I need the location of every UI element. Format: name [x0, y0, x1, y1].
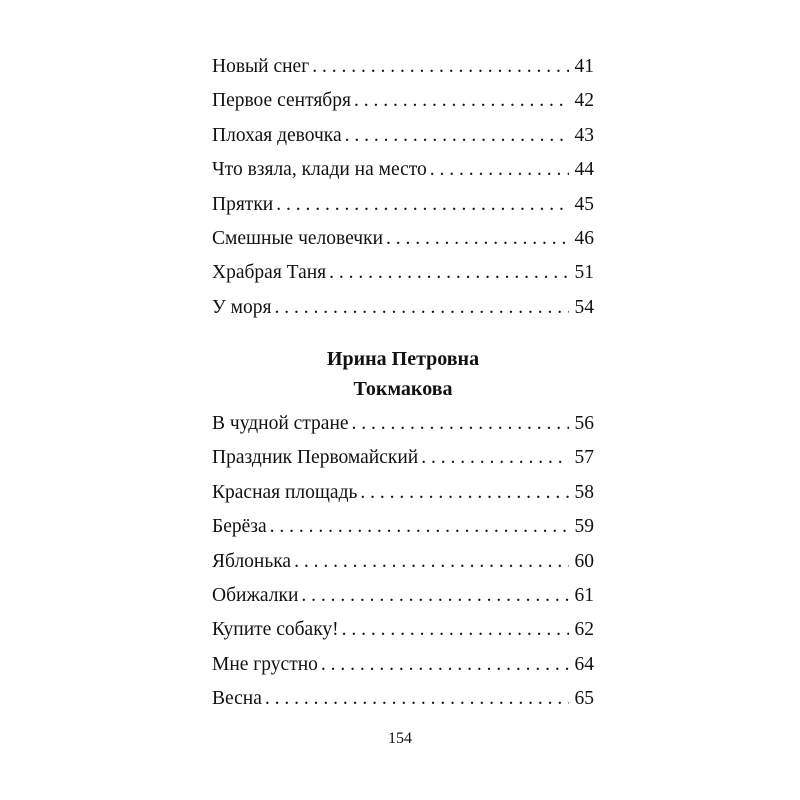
toc-entry: [212, 545, 594, 579]
toc-entry-title: Смешные человечки: [212, 227, 384, 249]
leader-dots: [342, 613, 569, 647]
toc-entry-page: 54: [574, 296, 594, 318]
toc-entry: [212, 579, 594, 613]
toc-entry-page: 43: [574, 124, 594, 146]
toc-entry-title: Красная площадь: [212, 481, 358, 503]
toc-list-top: [212, 50, 594, 325]
leader-dots: [360, 476, 568, 510]
leader-dots: [276, 188, 568, 222]
toc-entry-title: Что взяла, клади на место: [212, 159, 427, 181]
toc-entry-title: У моря: [212, 296, 272, 318]
toc-entry-title: Прятки: [212, 193, 274, 215]
toc-entry-page: 41: [574, 56, 594, 77]
leader-dots: [270, 510, 569, 544]
toc-entry-page: 42: [574, 90, 594, 112]
toc-entry-title: Храбрая Таня: [212, 262, 327, 284]
toc-entry-page: 65: [574, 688, 594, 710]
toc-entry-page: 60: [574, 550, 594, 572]
toc-entry-title: Весна: [212, 688, 262, 710]
toc-entry: [212, 407, 594, 441]
toc-entry-page: 64: [574, 653, 594, 675]
toc-entry-page: 57: [574, 447, 594, 469]
toc-entry-page: 46: [574, 227, 594, 249]
toc-entry: [212, 84, 594, 118]
page-number: 154: [388, 730, 412, 747]
toc-entry-page: 44: [574, 159, 594, 181]
leader-dots: [301, 579, 568, 613]
toc-entry: [212, 119, 594, 153]
toc-entry-title: Обижалки: [212, 584, 299, 606]
toc-entry-page: 58: [574, 481, 594, 503]
toc-entry-title: Праздник Первомайский: [212, 447, 419, 469]
toc-entry-title: Яблонька: [212, 550, 292, 572]
toc-entry-page: 56: [574, 413, 594, 434]
leader-dots: [354, 84, 569, 118]
leader-dots: [294, 545, 568, 579]
toc-entry: [212, 441, 594, 475]
toc-entry-page: 61: [574, 584, 594, 606]
section-author-heading: [212, 344, 594, 404]
toc-entry: [212, 153, 594, 187]
leader-dots: [321, 648, 569, 682]
toc-entry-title: Первое сентября: [212, 90, 351, 112]
toc-entry-title: Берёза: [212, 516, 267, 538]
author-name-line1: Ирина Петровна: [326, 348, 480, 370]
toc-list-bottom: [212, 407, 594, 717]
toc-entry: [212, 256, 594, 290]
toc-entry-page: 51: [574, 262, 594, 284]
toc-entry: [212, 682, 594, 716]
toc-entry-title: Мне грустно: [212, 653, 318, 675]
toc-entry: [212, 188, 594, 222]
toc-entry: [212, 476, 594, 510]
leader-dots: [265, 682, 569, 716]
toc-entry: [212, 50, 594, 84]
leader-dots: [312, 50, 568, 84]
leader-dots: [430, 153, 569, 187]
toc-entry-title: Купите собаку!: [212, 619, 339, 641]
toc-entry: [212, 222, 594, 256]
leader-dots: [345, 119, 569, 153]
toc-entry-title: Новый снег: [212, 56, 310, 77]
toc-entry: [212, 648, 594, 682]
leader-dots: [329, 256, 568, 290]
toc-entry-title: Плохая девочка: [212, 124, 342, 146]
toc-entry-title: В чудной стране: [212, 413, 349, 434]
leader-dots: [352, 407, 569, 441]
toc-entry-page: 45: [574, 193, 594, 215]
toc-entry: [212, 291, 594, 325]
toc-entry-page: 62: [574, 619, 594, 641]
author-name-line2: Токмакова: [353, 378, 453, 400]
toc-entry: [212, 613, 594, 647]
leader-dots: [275, 291, 569, 325]
toc-entry-page: 59: [574, 516, 594, 538]
leader-dots: [421, 441, 568, 475]
leader-dots: [386, 222, 568, 256]
toc-entry: [212, 510, 594, 544]
